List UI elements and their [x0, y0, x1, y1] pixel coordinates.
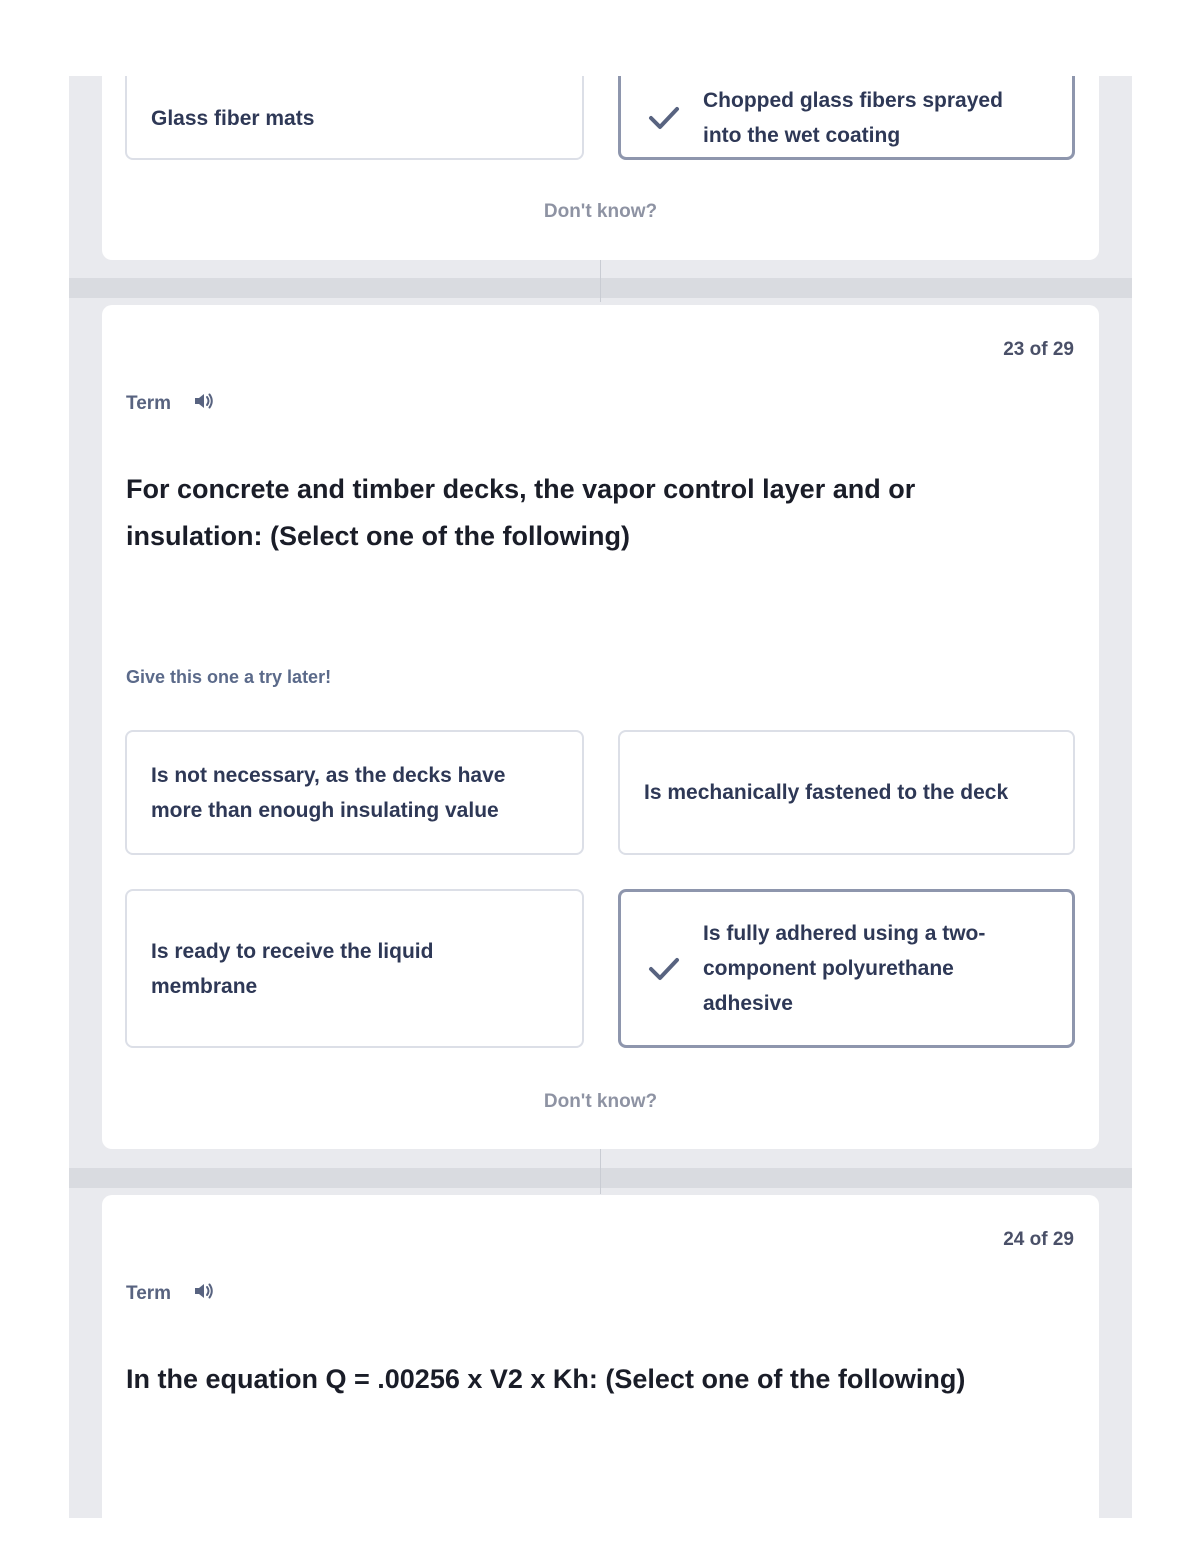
speaker-icon[interactable]	[193, 1281, 215, 1301]
question-text: For concrete and timber decks, the vapor control layer and or insulation: (Select one of the following)	[126, 474, 916, 551]
flashcard-23	[102, 305, 1099, 1149]
option-label: Is not necessary, as the decks have more than enough insulating value	[151, 763, 506, 822]
option-glass-fiber-mats[interactable]	[125, 76, 584, 160]
term-label-row	[126, 393, 215, 415]
option-chopped-glass-fibers[interactable]	[618, 76, 1075, 160]
option-fully-adhered[interactable]	[618, 889, 1075, 1048]
page	[69, 76, 1132, 1518]
try-later-hint: Give this one a try later!	[126, 667, 332, 687]
card-counter: 23 of 29	[1003, 339, 1074, 360]
question-text: In the equation Q = .00256 x V2 x Kh: (Select one of the following)	[126, 1364, 966, 1394]
dont-know-button[interactable]: Don't know?	[543, 1091, 658, 1112]
option-mechanically-fastened[interactable]	[618, 730, 1075, 855]
card-counter: 24 of 29	[1003, 1229, 1074, 1250]
option-label: Is fully adhered using a two-component polyurethane adhesive	[703, 922, 986, 1015]
option-not-necessary[interactable]	[125, 730, 584, 855]
dont-know-button[interactable]: Don't know?	[543, 201, 658, 222]
term-label-row	[126, 1283, 215, 1305]
checkmark-icon	[647, 952, 681, 986]
separator-line	[600, 1149, 601, 1194]
flashcard-22	[102, 76, 1099, 260]
separator-line	[600, 260, 601, 302]
term-label: Term	[126, 393, 172, 414]
option-label: Is ready to receive the liquid membrane	[151, 939, 434, 998]
flashcard-24	[102, 1195, 1099, 1518]
speaker-icon[interactable]	[193, 391, 215, 411]
option-label: Is mechanically fastened to the deck	[644, 781, 1009, 804]
option-ready-to-receive[interactable]	[125, 889, 584, 1048]
option-label: Chopped glass fibers sprayed into the wet coating	[703, 89, 1003, 147]
checkmark-icon	[647, 101, 681, 135]
option-label: Glass fiber mats	[151, 106, 315, 130]
term-label: Term	[126, 1283, 172, 1304]
